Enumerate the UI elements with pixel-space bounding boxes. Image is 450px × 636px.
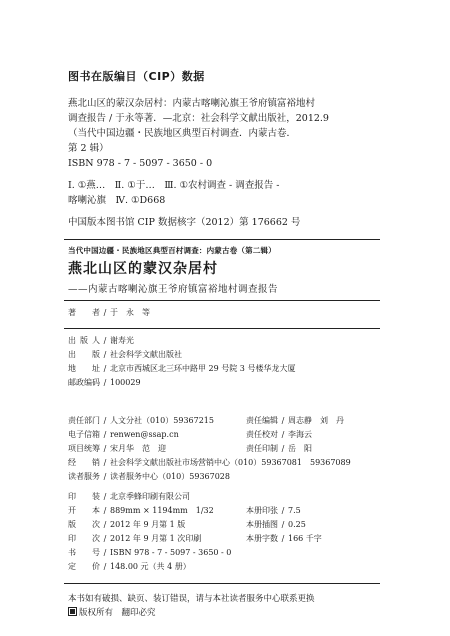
info-value: 岳 阳 bbox=[288, 444, 312, 453]
square-bullet-icon bbox=[68, 607, 77, 616]
cip-line: （当代中国边疆・民族地区典型百村调查．内蒙古卷． bbox=[68, 128, 297, 139]
info-label: 出 版 人 bbox=[68, 336, 100, 345]
info-value: 宋月华 范 迎 bbox=[110, 444, 166, 453]
info-value: 读者服务中心（010）59367028 bbox=[110, 472, 230, 481]
info-label: 读者服务 bbox=[68, 472, 100, 481]
book-subtitle: ——内蒙古喀喇沁旗王爷府镇富裕地村调查报告 bbox=[68, 284, 279, 295]
author-row: 著 者 / 于 永 等 bbox=[68, 306, 150, 320]
notice-block bbox=[68, 592, 315, 620]
cip-class-line: Ⅰ. ①燕… Ⅱ. ①于… Ⅲ. ①农村调查 - 调查报告 - bbox=[68, 180, 280, 191]
info-label: 责任校对 bbox=[246, 430, 278, 439]
info-value: 北京市西城区北三环中路甲 29 号院 3 号楼华龙大厦 bbox=[110, 364, 296, 373]
info-value: 谢寿光 bbox=[110, 336, 134, 345]
info-value: 2012 年 9 月第 1 版 bbox=[110, 520, 186, 529]
info-value: 100029 bbox=[110, 378, 141, 387]
info-value: 人文分社（010）59367215 bbox=[110, 416, 214, 425]
info-row: 电子信箱 / renwen@ssap.cn 责任校对 / 李海云 bbox=[68, 428, 351, 442]
info-row: 书 号 / ISBN 978 - 7 - 5097 - 3650 - 0 bbox=[68, 546, 231, 560]
info-value: 0.25 bbox=[288, 520, 306, 529]
info-row: 地 址 / 北京市西城区北三环中路甲 29 号院 3 号楼华龙大厦 bbox=[68, 362, 295, 376]
cip-isbn: ISBN 978 - 7 - 5097 - 3650 - 0 bbox=[68, 158, 213, 169]
info-label: 经 销 bbox=[68, 458, 100, 467]
info-row: 出 版 / 社会科学文献出版社 bbox=[68, 348, 295, 362]
divider bbox=[64, 583, 380, 584]
info-row: 责任部门 / 人文分社（010）59367215 责任编辑 / 周志静 刘 丹 bbox=[68, 414, 351, 428]
info-col2: 责任校对 / 李海云 bbox=[246, 428, 312, 442]
author-label: 著 者 bbox=[68, 308, 100, 317]
info-row: 版 次 / 2012 年 9 月第 1 版 本册插图 / 0.25 bbox=[68, 518, 231, 532]
info-col2: 本册字数 / 166 千字 bbox=[246, 532, 322, 546]
info-label: 项目统筹 bbox=[68, 444, 100, 453]
book-title: 燕北山区的蒙汉杂居村 bbox=[68, 261, 218, 277]
info-row: 印 装 / 北京季蜂印刷有限公司 bbox=[68, 490, 231, 504]
info-label: 邮政编码 bbox=[68, 378, 100, 387]
cip-class-line: 喀喇沁旗 Ⅳ. ①D668 bbox=[68, 195, 166, 206]
info-col2: 本册印张 / 7.5 bbox=[246, 504, 301, 518]
info-label: 开 本 bbox=[68, 506, 100, 515]
info-value: 李海云 bbox=[288, 430, 312, 439]
publisher-block bbox=[68, 334, 295, 390]
info-row: 经 销 / 社会科学文献出版社市场营销中心（010）59367081 59367089 bbox=[68, 456, 351, 470]
info-row: 定 价 / 148.00 元（共 4 册） bbox=[68, 560, 231, 574]
info-value: 社会科学文献出版社市场营销中心（010）59367081 59367089 bbox=[110, 458, 351, 467]
info-row: 出 版 人 / 谢寿光 bbox=[68, 334, 295, 348]
series-title: 当代中国边疆・民族地区典型百村调查：内蒙古卷（第二辑） bbox=[68, 246, 276, 255]
info-label: 印 装 bbox=[68, 492, 100, 501]
info-value: 北京季蜂印刷有限公司 bbox=[110, 492, 190, 501]
info-col2: 责任编辑 / 周志静 刘 丹 bbox=[246, 414, 344, 428]
info-value: 889mm × 1194mm 1/32 bbox=[110, 506, 214, 515]
info-label: 出 版 bbox=[68, 350, 100, 359]
cip-block bbox=[68, 96, 408, 230]
info-col2: 责任印制 / 岳 阳 bbox=[246, 442, 312, 456]
cip-heading: 图书在版编目（CIP）数据 bbox=[68, 70, 205, 83]
info-label: 责任部门 bbox=[68, 416, 100, 425]
info-label: 责任编辑 bbox=[246, 416, 278, 425]
info-row: 印 次 / 2012 年 9 月第 1 次印刷 本册字数 / 166 千字 bbox=[68, 532, 231, 546]
info-label: 本册印张 bbox=[246, 506, 278, 515]
email-value: renwen@ssap.cn bbox=[110, 430, 179, 439]
info-label: 责任印制 bbox=[246, 444, 278, 453]
info-label: 本册插图 bbox=[246, 520, 278, 529]
info-label: 书 号 bbox=[68, 548, 100, 557]
info-col2: 本册插图 / 0.25 bbox=[246, 518, 306, 532]
info-value: 2012 年 9 月第 1 次印刷 bbox=[110, 534, 202, 543]
info-label: 地 址 bbox=[68, 364, 100, 373]
info-label: 电子信箱 bbox=[68, 430, 100, 439]
cip-line: 调查报告 / 于永等著．—北京：社会科学文献出版社，2012.9 bbox=[68, 113, 329, 124]
divider bbox=[64, 300, 380, 301]
editorial-block bbox=[68, 414, 351, 484]
cip-line: 燕北山区的蒙汉杂居村：内蒙古喀喇沁旗王爷府镇富裕地村 bbox=[68, 98, 316, 109]
info-row: 项目统筹 / 宋月华 范 迎 责任印制 / 岳 阳 bbox=[68, 442, 351, 456]
author-value: 于 永 等 bbox=[110, 308, 150, 317]
price-value: 148.00 元（共 4 册） bbox=[110, 562, 191, 571]
printing-block bbox=[68, 490, 322, 574]
notice-line: 本书如有破损、缺页、装订错误，请与本社读者服务中心联系更换 bbox=[68, 594, 315, 604]
info-row: 读者服务 / 读者服务中心（010）59367028 bbox=[68, 470, 351, 484]
info-label: 定 价 bbox=[68, 562, 100, 571]
isbn-value: ISBN 978 - 7 - 5097 - 3650 - 0 bbox=[110, 548, 232, 557]
cip-core-number: 中国版本图书馆 CIP 数据核字（2012）第 176662 号 bbox=[68, 217, 301, 228]
divider bbox=[64, 239, 380, 240]
info-label: 本册字数 bbox=[246, 534, 278, 543]
author-block bbox=[68, 306, 150, 320]
info-row: 邮政编码 / 100029 bbox=[68, 376, 295, 390]
info-value: 周志静 刘 丹 bbox=[288, 416, 344, 425]
info-value: 7.5 bbox=[288, 506, 301, 515]
info-row: 开 本 / 889mm × 1194mm 1/32 本册印张 / 7.5 bbox=[68, 504, 231, 518]
cip-line: 第 2 辑） bbox=[68, 143, 109, 154]
info-value: 社会科学文献出版社 bbox=[110, 350, 182, 359]
info-label: 版 次 bbox=[68, 520, 100, 529]
info-label: 印 次 bbox=[68, 534, 100, 543]
info-value: 166 千字 bbox=[288, 534, 322, 543]
copyright-line: 版权所有 翻印必究 bbox=[68, 606, 315, 620]
divider bbox=[64, 328, 380, 329]
